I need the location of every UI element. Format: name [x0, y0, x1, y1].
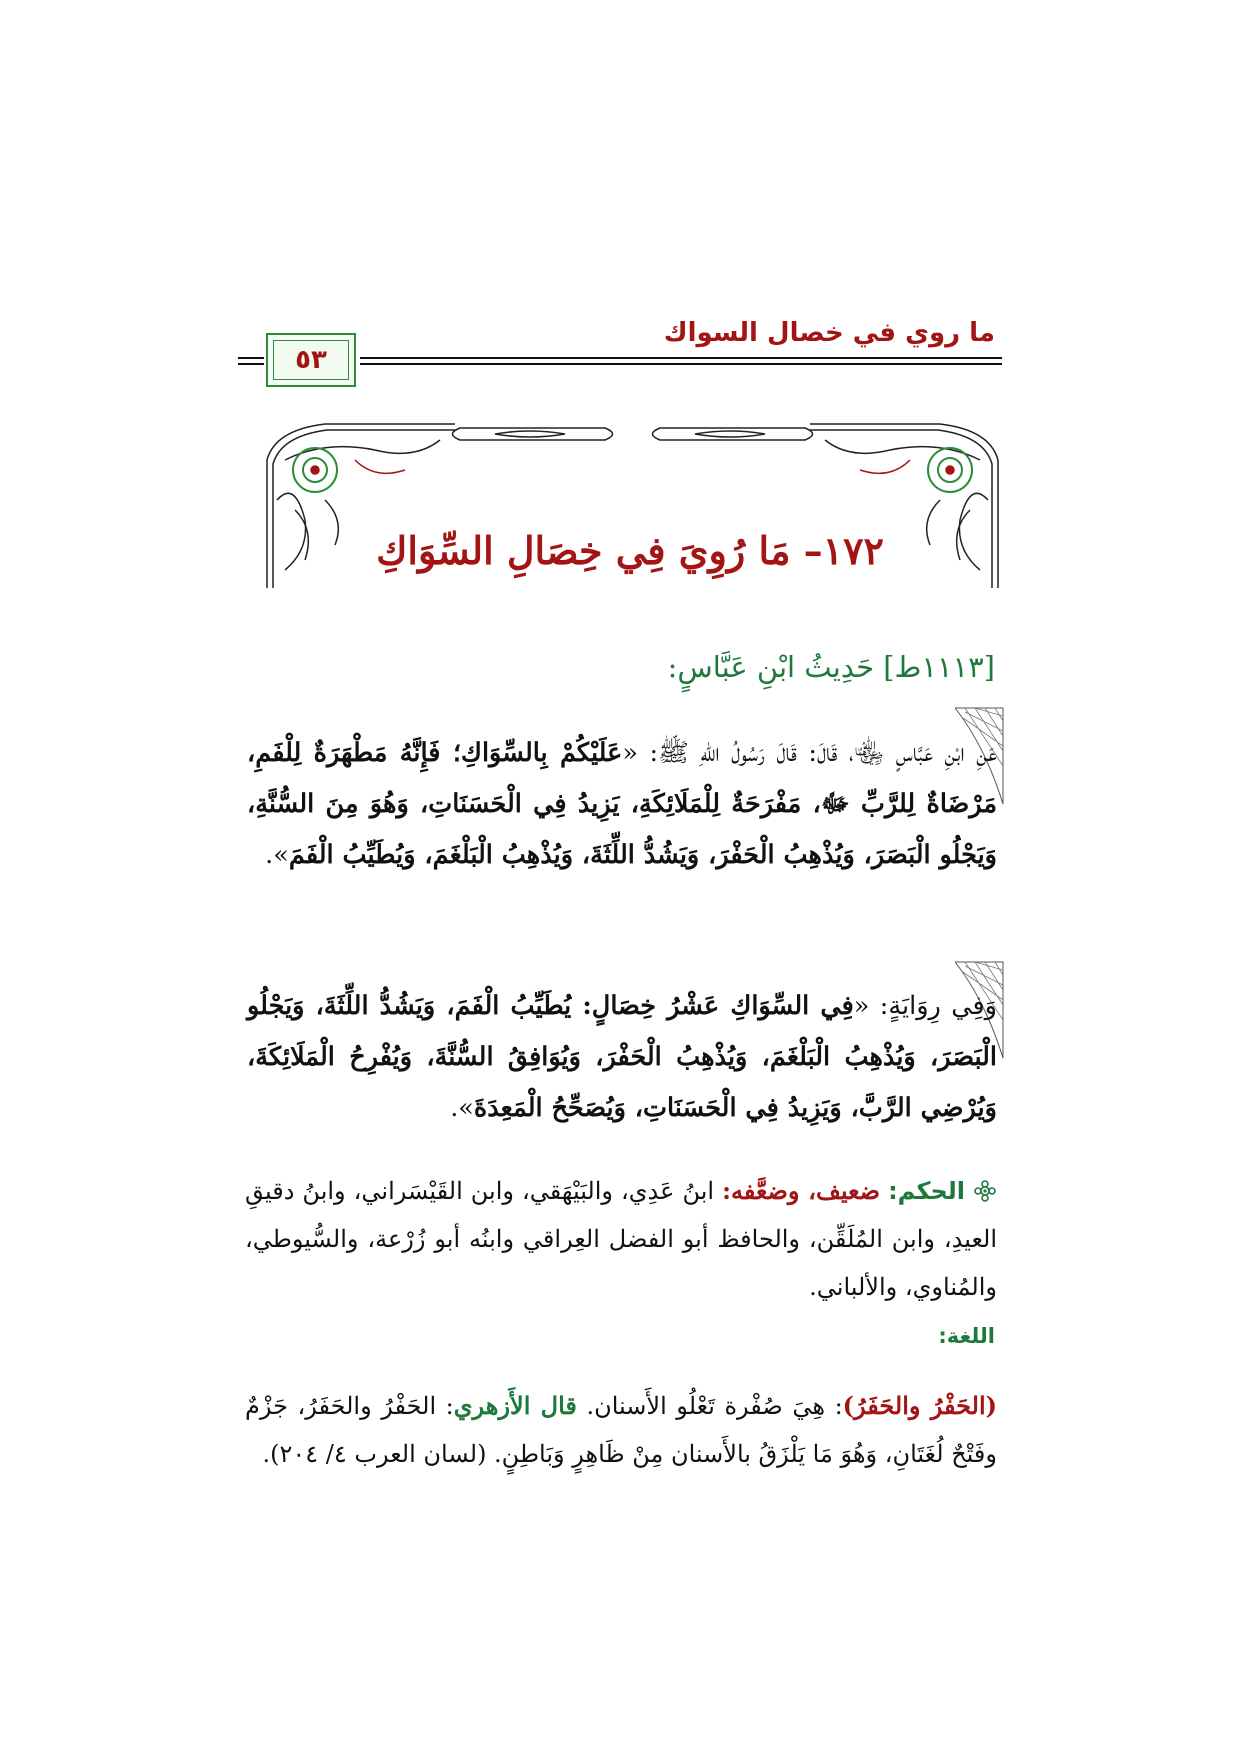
language-heading: اللغة: [938, 1324, 995, 1348]
language-quote: : الحَفْرُ والحَفَرُ، جَزْمٌ وفَتْحٌ لُغَتَانِ، وَهُوَ مَا يَلْزَقُ بالأَسنان مِنْ ظَاهِرٍ وَبَاطِنٍ. (لسان العرب ٤/ ٢٠٤). [245, 1392, 997, 1468]
hadith-heading: [١١١٣ط] حَدِيثُ ابْنِ عَبَّاسٍ: [667, 650, 995, 684]
language-term: (الحَفْرُ والحَفَرُ) [842, 1391, 997, 1420]
narration-2-intro: وَفِي رِوَايَةٍ: « [853, 991, 997, 1021]
header-rule-left-bottom [238, 363, 264, 365]
narration-2 [247, 981, 997, 1134]
ruling-label: الحكم: [888, 1177, 965, 1205]
header-rule-top [360, 357, 1002, 359]
running-title: ما روي في خصال السواك [663, 318, 995, 348]
page-number-badge [266, 333, 356, 387]
ruling-text: ابنُ عَدِي، والبَيْهَقي، وابن القَيْسَراني، وابنُ دقيقِ العيدِ، وابن المُلَقِّن، والحافظ أبو الفضل العِراقي وابنُه أبو زُرْعة، والسُّيوطي، والمُناوي، والألباني. [245, 1177, 997, 1301]
header-rule-bottom [360, 363, 1002, 365]
page-number: ٥٣ [273, 340, 349, 380]
header-rule-left-top [238, 357, 264, 359]
ruling-verdict: ضعيف، وضعَّفه: [722, 1176, 881, 1205]
narration-2-text: فِي السِّوَاكِ عَشْرُ خِصَالٍ: يُطَيِّبُ الْفَمَ، وَيَشُدُّ اللِّثَةَ، وَيَجْلُو الْبَصَرَ، وَيُذْهِبُ الْبَلْغَمَ، وَيُذْهِبُ الْحَفْرَ، وَيُوَافِقُ السُّنَّةَ، وَيُفْرِحُ الْمَلَائِكَةَ، وَيُرْضِي الرَّبَّ، وَيَزِيدُ فِي الْحَسَنَاتِ، وَيُصَحِّحُ الْمَعِدَةَ [247, 991, 997, 1123]
ruling-paragraph [245, 1167, 997, 1311]
narration-1 [247, 728, 997, 881]
language-definition [245, 1382, 997, 1478]
chapter-title: ١٧٢– مَا رُوِيَ فِي خِصَالِ السِّوَاكِ [376, 528, 884, 573]
narration-1-text: عَلَيْكُمْ بِالسِّوَاكِ؛ فَإِنَّهُ مَطْهَرَةٌ لِلْفَمِ، مَرْضَاةٌ لِلرَّبِّ ﷻ، مَفْرَحَةٌ لِلْمَلَائِكَةِ، يَزِيدُ فِي الْحَسَنَاتِ، وَهُوَ مِنَ السُّنَّةِ، وَيَجْلُو الْبَصَرَ، وَيُذْهِبُ الْحَفْرَ، وَيَشُدُّ اللِّثَةَ، وَيُذْهِبُ الْبَلْغَمَ، وَيُطَيِّبُ الْفَمَ [247, 738, 997, 870]
language-definition-text: : هِيَ صُفْرة تَعْلُو الأَسنان. [576, 1392, 843, 1420]
narration-1-intro: عَنِ ابْنِ عَبَّاسٍ ﵄، قَالَ: قَالَ رَسُولُ اللهِ ﷺ: « [622, 738, 997, 768]
narration-2-end: ». [450, 1093, 474, 1123]
narration-1-end: ». [265, 840, 289, 870]
top-ornament-bars [453, 428, 813, 440]
language-sayer: قال الأَزهري [453, 1391, 577, 1420]
flower-bullet-icon [973, 1179, 997, 1203]
